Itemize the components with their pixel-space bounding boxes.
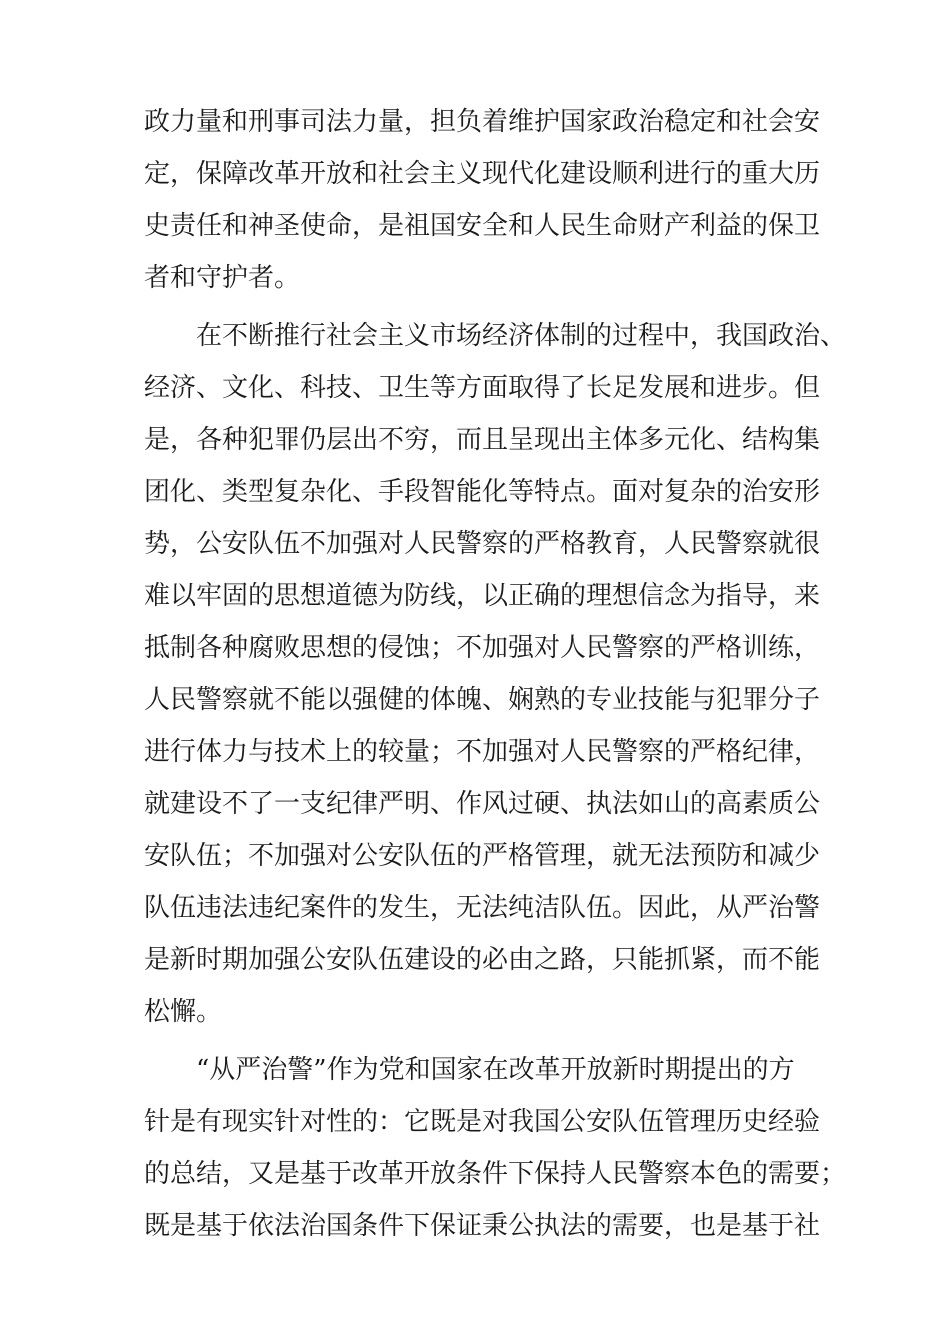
text-line: 的总结，又是基于改革开放条件下保持人民警察本色的需要；	[144, 1159, 847, 1189]
text-line: 势，公安队伍不加强对人民警察的严格教育，人民警察就很	[144, 529, 821, 559]
text-line: 政力量和刑事司法力量，担负着维护国家政治稳定和社会安	[144, 107, 821, 137]
paragraph-1	[144, 96, 824, 304]
text-line: 针是有现实针对性的：它既是对我国公安队伍管理历史经验	[144, 1107, 821, 1137]
text-line: 定，保障改革开放和社会主义现代化建设顺利进行的重大历	[144, 159, 821, 189]
text-line: 就建设不了一支纪律严明、作风过硬、执法如山的高素质公	[144, 789, 821, 819]
text-line: 既是基于依法治国条件下保证秉公执法的需要，也是基于社	[144, 1211, 821, 1241]
text-line: 松懈。	[144, 997, 223, 1027]
text-line: 者和守护者。	[144, 263, 301, 293]
text-line: 安队伍；不加强对公安队伍的严格管理，就无法预防和减少	[144, 841, 821, 871]
text-line: 经济、文化、科技、卫生等方面取得了长足发展和进步。但	[144, 373, 821, 403]
text-line: 进行体力与技术上的较量；不加强对人民警察的严格纪律，	[144, 737, 821, 767]
text-line: “从严治警”作为党和国家在改革开放新时期提出的方	[196, 1055, 795, 1085]
text-line: 是，各种犯罪仍层出不穷，而且呈现出主体多元化、结构集	[144, 425, 821, 455]
text-line: 队伍违法违纪案件的发生，无法纯洁队伍。因此，从严治警	[144, 893, 821, 923]
text-line: 史责任和神圣使命，是祖国安全和人民生命财产利益的保卫	[144, 211, 821, 241]
text-line: 人民警察就不能以强健的体魄、娴熟的专业技能与犯罪分子	[144, 685, 821, 715]
text-line: 在不断推行社会主义市场经济体制的过程中，我国政治、	[196, 321, 847, 351]
text-line: 团化、类型复杂化、手段智能化等特点。面对复杂的治安形	[144, 477, 821, 507]
paragraph-3	[144, 1044, 847, 1252]
text-line: 是新时期加强公安队伍建设的必由之路，只能抓紧，而不能	[144, 945, 821, 975]
document-body	[144, 96, 847, 1252]
text-line: 抵制各种腐败思想的侵蚀；不加强对人民警察的严格训练，	[144, 633, 821, 663]
text-line: 难以牢固的思想道德为防线，以正确的理想信念为指导，来	[144, 581, 821, 611]
paragraph-2	[144, 310, 847, 1038]
